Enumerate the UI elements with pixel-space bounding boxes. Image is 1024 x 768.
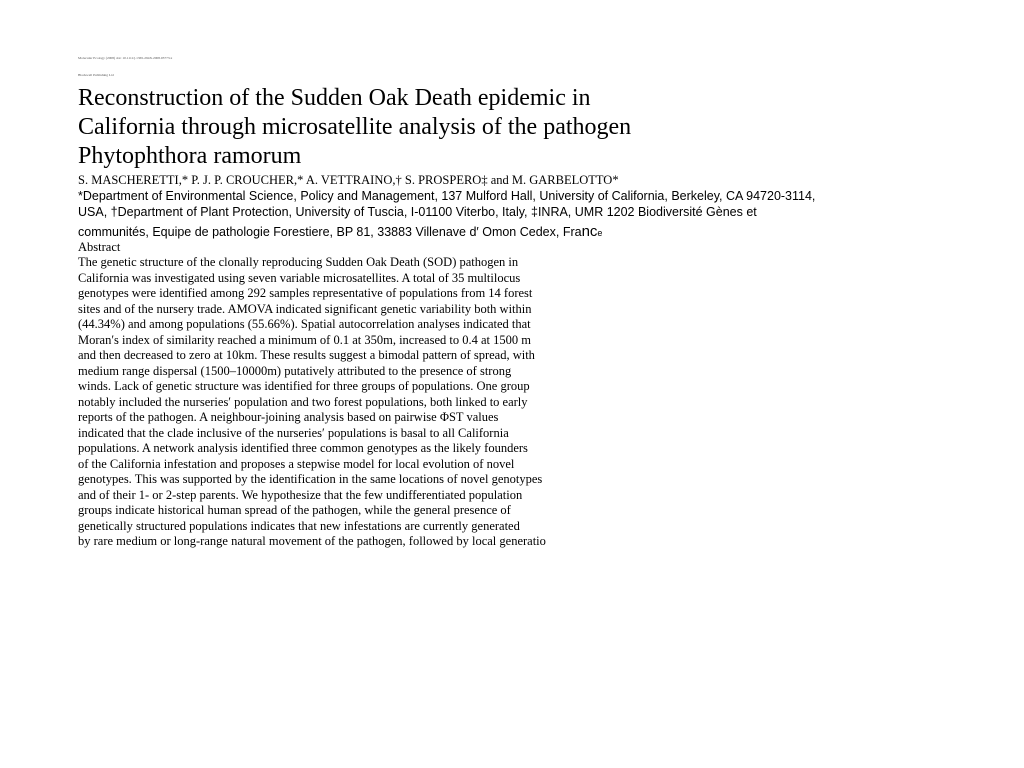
- abstract-line: medium range dispersal (1500–10000m) putatively attributed to the presence of strong: [78, 363, 512, 378]
- abstract-line: genetically structured populations indicates that new infestations are currently generated: [78, 518, 520, 533]
- abstract-line: indicated that the clade inclusive of the nurseries′ populations is basal to all California: [78, 425, 509, 440]
- affiliation-text-large: nc: [581, 223, 598, 240]
- title-line: California through microsatellite analysis of the pathogen: [78, 114, 632, 140]
- title-line: Phytophthora ramorum: [78, 143, 302, 169]
- affiliation-line: [78, 224, 978, 241]
- abstract-line: and of their 1- or 2-step parents. We hypothesize that the few undifferentiated population: [78, 487, 523, 502]
- abstract-line: reports of the pathogen. A neighbour-joining analysis based on pairwise ΦST values: [78, 410, 499, 424]
- author-list: S. MASCHERETTI,* P. J. P. CROUCHER,* A. VETTRAINO,† S. PROSPERO‡ and M. GARBELOTTO*: [78, 173, 619, 187]
- abstract-line: The genetic structure of the clonally reproducing Sudden Oak Death (SOD) pathogen in: [78, 255, 519, 269]
- abstract-heading: Abstract: [78, 240, 121, 254]
- abstract-line: by rare medium or long-range natural movement of the pathogen, followed by local generatio: [78, 534, 546, 548]
- abstract-line: populations. A network analysis identified three common genotypes as the likely founders: [78, 441, 528, 455]
- affiliation-line: *Department of Environmental Science, Policy and Management, 137 Mulford Hall, University of California, Berkeley, CA 94720-3114,: [78, 189, 816, 203]
- paper-title: [78, 84, 631, 171]
- abstract-line: sites and of the nursery trade. AMOVA indicated significant genetic variability both within: [78, 301, 532, 316]
- affiliations: [78, 188, 978, 241]
- abstract-line: winds. Lack of genetic structure was identified for three groups of populations. One group: [78, 379, 530, 393]
- abstract-line: of the California infestation and proposes a stepwise model for local evolution of novel: [78, 456, 515, 471]
- abstract-line: (44.34%) and among populations (55.66%). Spatial autocorrelation analyses indicated that: [78, 317, 531, 331]
- affiliation-text: communités, Equipe de pathologie Forestiere, BP 81, 33883 Villenave d′ Omon Cedex, Fra: [78, 225, 582, 239]
- publisher-line: Blackwell Publishing Ltd: [78, 73, 114, 77]
- journal-header: Molecular Ecology (2008) doi: 10.1111/j.1365-294X.2008.03773.x: [78, 56, 173, 60]
- abstract-line: genotypes. This was supported by the identification in the same locations of novel genotypes: [78, 472, 543, 486]
- abstract-line: groups indicate historical human spread of the pathogen, while the general presence of: [78, 503, 511, 517]
- affiliation-line: USA, †Department of Plant Protection, University of Tuscia, I-01100 Viterbo, Italy, ‡INRA, UMR 1202 Biodiversité Gènes et: [78, 205, 757, 219]
- abstract-line: genotypes were identified among 292 samples representative of populations from 14 forest: [78, 286, 533, 300]
- abstract-line: Moran′s index of similarity reached a minimum of 0.1 at 350m, increased to 0.4 at 1500 m: [78, 332, 531, 347]
- abstract-line: notably included the nurseries′ population and two forest populations, both linked to early: [78, 394, 528, 409]
- title-line: Reconstruction of the Sudden Oak Death epidemic in: [78, 85, 591, 111]
- abstract-body: [78, 255, 546, 550]
- affiliation-text-small: e: [597, 228, 603, 238]
- abstract-line: California was investigated using seven variable microsatellites. A total of 35 multilocus: [78, 270, 521, 285]
- abstract-line: and then decreased to zero at 10km. These results suggest a bimodal pattern of spread, with: [78, 348, 535, 362]
